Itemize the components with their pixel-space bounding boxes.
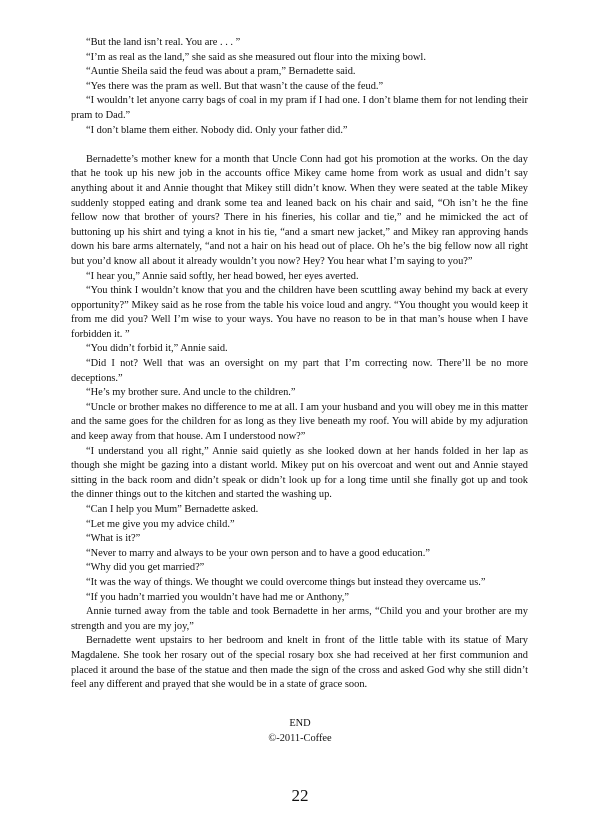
- paragraph: “I don’t blame them either. Nobody did. Only your father did.”: [86, 124, 348, 136]
- paragraph: “I’m as real as the land,” she said as she measured out flour into the mixing bowl.: [86, 51, 426, 63]
- paragraph: “You think I wouldn’t know that you and the children have been scuttling away behind my back at every opportunity?” Mikey said as he rose from the table his voice loud and angry. “You thought you would keep it from me did you? Well I’m wise to your ways. You have no reason to be in that man’s house when I have forbidden it. ”: [71, 285, 528, 340]
- paragraph: “But the land isn’t real. You are . . . ”: [86, 37, 241, 48]
- paragraph: “Yes there was the pram as well. But that wasn’t the cause of the feud.”: [86, 80, 384, 92]
- paragraph: “If you hadn’t married you wouldn’t have had me or Anthony,”: [86, 591, 349, 603]
- paragraph: “He’s my brother sure. And uncle to the children.”: [86, 387, 296, 399]
- paragraph: “I hear you,” Annie said softly, her head bowed, her eyes averted.: [86, 270, 359, 282]
- paragraph: Annie turned away from the table and took Bernadette in her arms, “Child you and your brother are my strength and you are my joy,”: [71, 606, 528, 632]
- page-number: 22: [291, 786, 309, 805]
- paragraph: Bernadette’s mother knew for a month that Uncle Conn had got his promotion at the works. On the day that he took up his new job in the accounts office Mikey came home from work as usual and didn’t say anything about it and Annie thought that Mikey still didn’t know. When they were seated at the table Mikey suddenly stopped eating and drank some tea and leaned back on his chair and said, “Oh isn’t he the fine fellow now that brother of yours? There in his fineries, his collar and tie,” and he mimicked the act of buttoning up his shirt and tying a knot in his tie, “and a smart new jacket,” and Mikey ran approving hands down his bare arms alternately, “and not a hair on his head out of place. Oh he’s the big fellow now all right but you’d know all about it already wouldn’t you now? Hey? You hear what I’m saying to you?”: [71, 153, 528, 267]
- paragraph: “It was the way of things. We thought we could overcome things but instead they overcame us.”: [86, 576, 486, 588]
- paragraph: “I wouldn’t let anyone carry bags of coal in my pram if I had one. I don’t blame them for not lending their pram to Dad.”: [71, 95, 528, 121]
- end-block: [0, 717, 600, 746]
- paragraph: “You didn’t forbid it,” Annie said.: [86, 343, 228, 355]
- paragraph: Bernadette went upstairs to her bedroom and knelt in front of the little table with its statue of Mary Magdalene. She took her rosary out of the special rosary box she had received at her first communion and placed it around the base of the statue and then made the sign of the cross and asked God why she still didn’t feel any different and prayed that she would be in a state of grace soon.: [71, 635, 528, 691]
- paragraph: “Why did you get married?”: [86, 562, 205, 574]
- paragraph: “Auntie Sheila said the feud was about a pram,” Bernadette said.: [86, 66, 356, 78]
- copyright-line: ©-2011-Coffee: [268, 732, 332, 744]
- paragraph: “Can I help you Mum” Bernadette asked.: [86, 504, 259, 515]
- paragraph: “Uncle or brother makes no difference to me at all. I am your husband and you will obey me in this matter and the same goes for the children for as long as they live beneath my roof. You will abide by my adjuration and keep away from that house. Am I understood now?”: [71, 401, 528, 443]
- paragraph: “What is it?”: [86, 533, 141, 545]
- paragraph: “Let me give you my advice child.”: [86, 518, 235, 530]
- paragraph: “Never to marry and always to be your own person and to have a good education.”: [86, 547, 430, 559]
- story-text: [71, 36, 528, 693]
- end-label: END: [289, 718, 311, 729]
- paragraph: “I understand you all right,” Annie said quietly as she looked down at her hands folded in her lap as though she might be gazing into a distant world. Mikey put on his overcoat and went out and Annie stayed sitting in the back room and didn’t speak or didn’t look up for a long time until she finally got up and took the dinner things out to the kitchen and started the washing up.: [71, 445, 528, 501]
- paragraph: “Did I not? Well that was an oversight on my part that I’m correcting now. There’ll be no more deceptions.”: [71, 358, 528, 384]
